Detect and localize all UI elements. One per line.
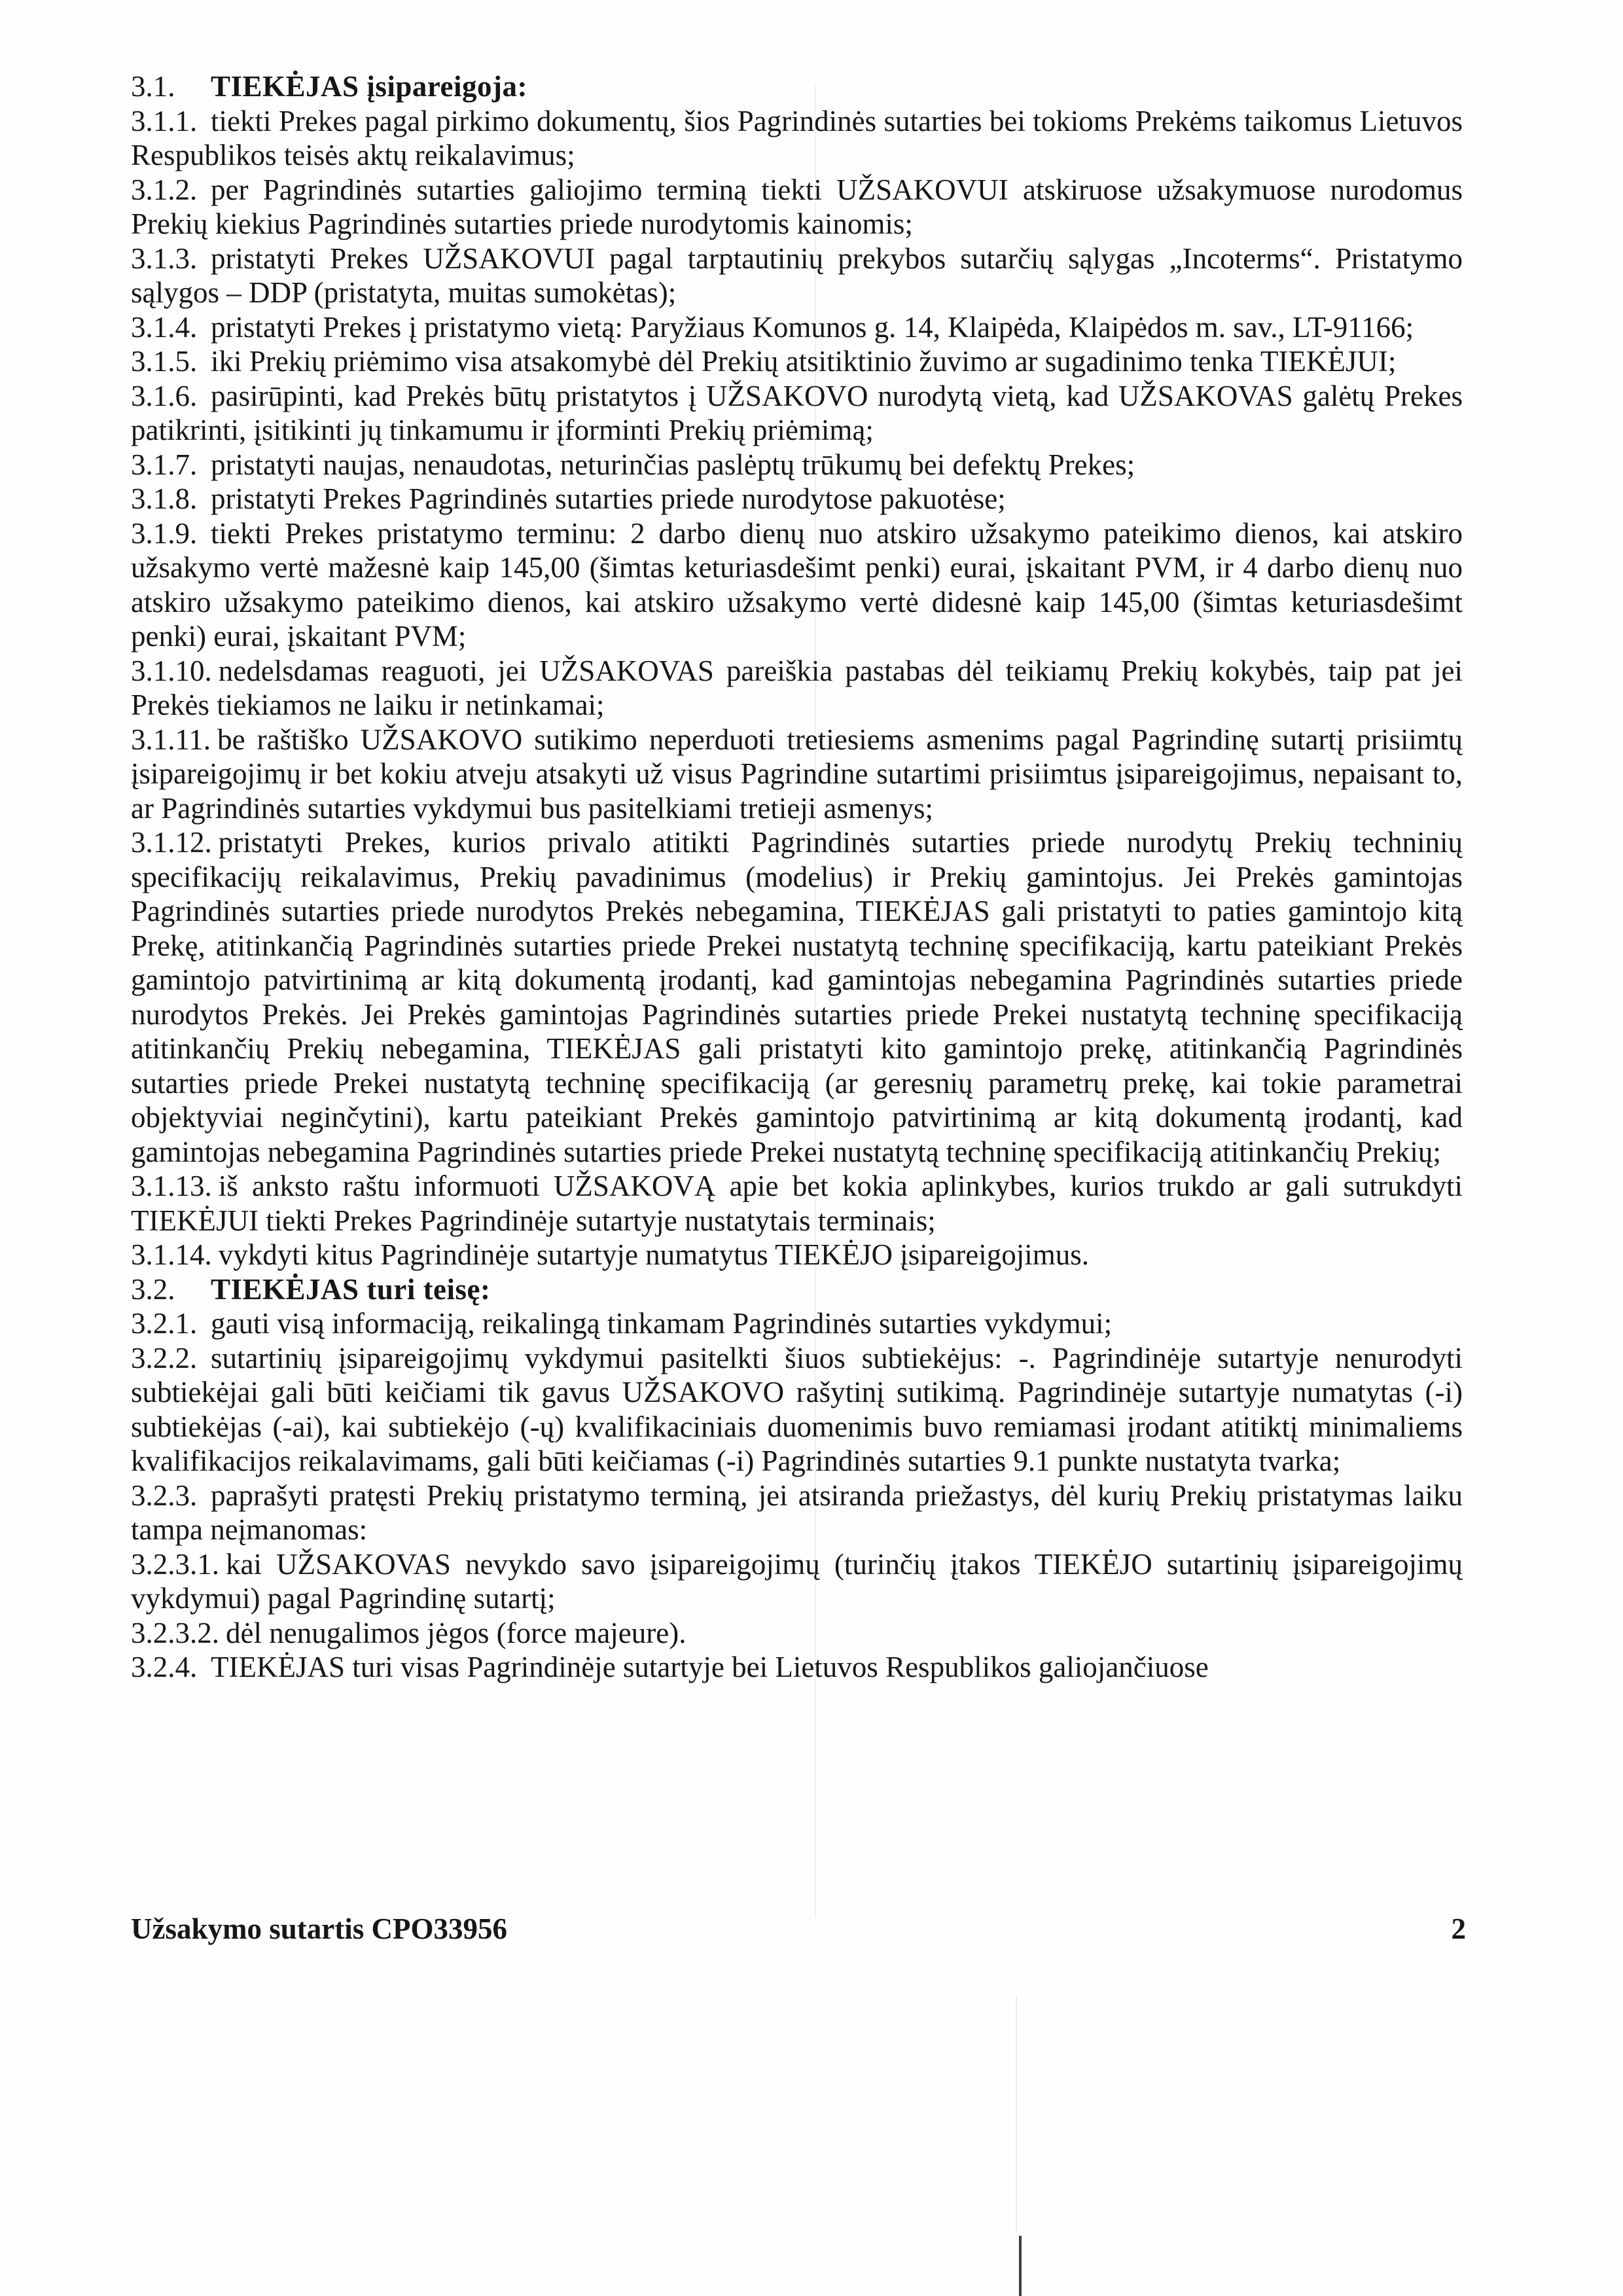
clause-text: vykdyti kitus Pagrindinėje sutartyje numatytus TIEKĖJO įsipareigojimus.: [218, 1238, 1090, 1271]
page-number: 2: [1451, 1912, 1466, 1945]
clause-paragraph: [131, 69, 1463, 104]
clause-number: 3.1.7.: [131, 448, 198, 481]
clause-paragraph: [131, 242, 1463, 310]
clause-number: 3.1.14.: [131, 1238, 212, 1271]
clause-paragraph: [131, 1238, 1463, 1272]
clause-text: be raštiško UŽSAKOVO sutikimo neperduoti tretiesiems asmenims pagal Pagrindinę sutartį prisiimtų įsipareigojimų ir bet kokiu atveju atsakyti už visus Pagrindine sutartimi prisiimtus įsipareigojimus, nepaisant to, ar Pagrindinės sutarties vykdymui bus pasitelkiami tretieji asmenys;: [131, 723, 1463, 825]
clause-number: 3.2.1.: [131, 1307, 198, 1340]
clause-paragraph: [131, 1547, 1463, 1616]
clause-paragraph: [131, 654, 1463, 723]
clause-paragraph: [131, 516, 1463, 654]
clause-text: TIEKĖJAS turi visas Pagrindinėje sutartyje bei Lietuvos Respublikos galiojančiuose: [211, 1651, 1209, 1683]
clause-number: 3.2.: [131, 1272, 175, 1306]
page-footer: [131, 1912, 1466, 1946]
clause-paragraph: [131, 310, 1463, 345]
clause-paragraph: [131, 344, 1463, 379]
clause-paragraph: [131, 1616, 1463, 1651]
clause-paragraph: [131, 1169, 1463, 1238]
scan-artifact-mark: [1019, 2236, 1022, 2296]
clause-text: tiekti Prekes pristatymo terminu: 2 darbo dienų nuo atskiro užsakymo pateikimo dienos, kai atskiro užsakymo vertė mažesnė kaip 145,00 (šimtas keturiasdešimt penki) eurai, įskaitant PVM, ir 4 darbo dienų nuo atskiro užsakymo pateikimo dienos, kai atskiro užsakymo vertė didesnė kaip 145,00 (šimtas keturiasdešimt penki) eurai, įskaitant PVM;: [131, 516, 1463, 653]
clause-text: pasirūpinti, kad Prekės būtų pristatytos į UŽSAKOVO nurodytą vietą, kad UŽSAKOVAS galėtų Prekes patikrinti, įsitikinti jų tinkamumu ir įforminti Prekių priėmimą;: [131, 379, 1463, 446]
clause-number: 3.1.11.: [131, 723, 211, 756]
clause-number: 3.2.4.: [131, 1651, 198, 1683]
clause-text: iš anksto raštu informuoti UŽSAKOVĄ apie bet kokia aplinkybes, kurios trukdo ar gali sutrukdyti TIEKĖJUI tiekti Prekes Pagrindinėje sutartyje nustatytais terminais;: [131, 1170, 1463, 1237]
clause-text: per Pagrindinės sutarties galiojimo terminą tiekti UŽSAKOVUI atskiruose užsakymuose nurodomus Prekių kiekius Pagrindinės sutarties priede nurodytomis kainomis;: [131, 173, 1463, 240]
clause-number: 3.1.2.: [131, 173, 198, 206]
clause-text: TIEKĖJAS įsipareigoja:: [211, 70, 527, 103]
clause-text: dėl nenugalimos jėgos (force majeure).: [226, 1616, 687, 1649]
clause-number: 3.2.3.1.: [131, 1547, 219, 1581]
clause-paragraph: [131, 825, 1463, 1169]
clause-number: 3.1.4.: [131, 310, 198, 344]
clause-paragraph: [131, 379, 1463, 448]
clause-number: 3.1.1.: [131, 104, 198, 137]
clause-text: nedelsdamas reaguoti, jei UŽSAKOVAS pareiškia pastabas dėl teikiamų Prekių kokybės, taip pat jei Prekės tiekiamos ne laiku ir netinkamai;: [131, 654, 1463, 721]
clause-text: gauti visą informaciją, reikalingą tinkamam Pagrindinės sutarties vykdymui;: [211, 1307, 1113, 1340]
clause-number: 3.1.10.: [131, 654, 212, 687]
clause-number: 3.2.3.2.: [131, 1616, 219, 1649]
clause-paragraph: [131, 1272, 1463, 1307]
clause-text: sutartinių įsipareigojimų vykdymui pasitelkti šiuos subtiekėjus: -. Pagrindinėje sutartyje nenurodyti subtiekėjai gali būti keičiami tik gavus UŽSAKOVO rašytinį sutikimą. Pagrindinėje sutartyje numatytas (-i) subtiekėjas (-ai), kai subtiekėjo (-ų) kvalifikaciniais duomenimis buvo remiamasi įrodant atitiktį minimaliems kvalifikacijos reikalavimams, gali būti keičiamas (-i) Pagrindinės sutarties 9.1 punkte nustatyta tvarka;: [131, 1341, 1463, 1477]
clause-paragraph: [131, 1306, 1463, 1341]
clause-number: 3.2.2.: [131, 1341, 198, 1374]
clause-text: pristatyti Prekes UŽSAKOVUI pagal tarptautinių prekybos sutarčių sąlygas „Incoterms“. Pristatymo sąlygos – DDP (pristatyta, muitas sumokėtas);: [131, 242, 1463, 309]
clause-text: pristatyti naujas, nenaudotas, neturinčias paslėptų trūkumų bei defektų Prekes;: [211, 448, 1135, 481]
clause-number: 3.1.5.: [131, 345, 198, 378]
clause-text: tiekti Prekes pagal pirkimo dokumentų, šios Pagrindinės sutarties bei tokioms Prekėms taikomus Lietuvos Respublikos teisės aktų reikalavimus;: [131, 104, 1463, 171]
clause-paragraph: [131, 1650, 1463, 1685]
clause-number: 3.2.3.: [131, 1479, 198, 1512]
clause-number: 3.1.6.: [131, 379, 198, 412]
clause-number: 3.1.3.: [131, 242, 198, 275]
clause-text: pristatyti Prekes į pristatymo vietą: Paryžiaus Komunos g. 14, Klaipėda, Klaipėdos m. sav., LT-91166;: [211, 310, 1414, 344]
clause-text: TIEKĖJAS turi teisę:: [211, 1272, 491, 1306]
clause-text: kai UŽSAKOVAS nevykdo savo įsipareigojimų (turinčių įtakos TIEKĖJO sutartinių įsipareigojimų vykdymui) pagal Pagrindinę sutartį;: [131, 1547, 1463, 1615]
clause-number: 3.1.13.: [131, 1170, 212, 1202]
clause-paragraph: [131, 173, 1463, 242]
clause-text: iki Prekių priėmimo visa atsakomybė dėl Prekių atsitiktinio žuvimo ar sugadinimo tenka TIEKĖJUI;: [211, 345, 1397, 378]
clause-number: 3.1.12.: [131, 826, 212, 859]
clause-paragraph: [131, 1479, 1463, 1547]
clause-number: 3.1.9.: [131, 516, 198, 550]
scan-artifact-line: [1016, 1996, 1017, 2232]
clause-paragraph: [131, 723, 1463, 826]
clause-text: pristatyti Prekes Pagrindinės sutarties priede nurodytose pakuotėse;: [211, 482, 1006, 515]
clause-number: 3.1.: [131, 70, 175, 103]
clause-text: pristatyti Prekes, kurios privalo atitikti Pagrindinės sutarties priede nurodytų Prekių techninių specifikacijų reikalavimus, Prekių pavadinimus (modelius) ir Prekių gamintojus. Jei Prekės gamintojas Pagrindinės sutarties priede nurodytos Prekės nebegamina, TIEKĖJAS gali pristatyti to paties gamintojo kitą Prekę, atitinkančią Pagrindinės sutarties priede Prekei nustatytą techninę specifikaciją, kartu pateikiant Prekės gamintojo patvirtinimą ar kitą dokumentą įrodantį, kad gamintojas nebegamina Pagrindinės sutarties priede nurodytos Prekės. Jei Prekės gamintojas Pagrindinės sutarties priede Prekei nustatytą techninę specifikaciją atitinkančių Prekių nebegamina, TIEKĖJAS gali pristatyti kito gamintojo prekę, atitinkančią Pagrindinės sutarties priede Prekei nustatytą techninę specifikaciją (ar geresnių parametrų prekę, kai tokie parametrai objektyviai neginčytini), kartu pateikiant Prekės gamintojo patvirtinimą ar kitą dokumentą įrodantį, kad gamintojas nebegamina Pagrindinės sutarties priede Prekei nustatytą techninę specifikaciją atitinkančių Prekių;: [131, 826, 1463, 1168]
clause-number: 3.1.8.: [131, 482, 198, 515]
clause-text: paprašyti pratęsti Prekių pristatymo terminą, jei atsiranda priežastys, dėl kurių Prekių pristatymas laiku tampa neįmanomas:: [131, 1479, 1463, 1546]
clause-paragraph: [131, 104, 1463, 173]
clause-paragraph: [131, 448, 1463, 482]
footer-contract-id: Užsakymo sutartis CPO33956: [131, 1912, 507, 1945]
document-body: [131, 69, 1463, 1685]
clause-paragraph: [131, 482, 1463, 516]
clause-paragraph: [131, 1341, 1463, 1479]
